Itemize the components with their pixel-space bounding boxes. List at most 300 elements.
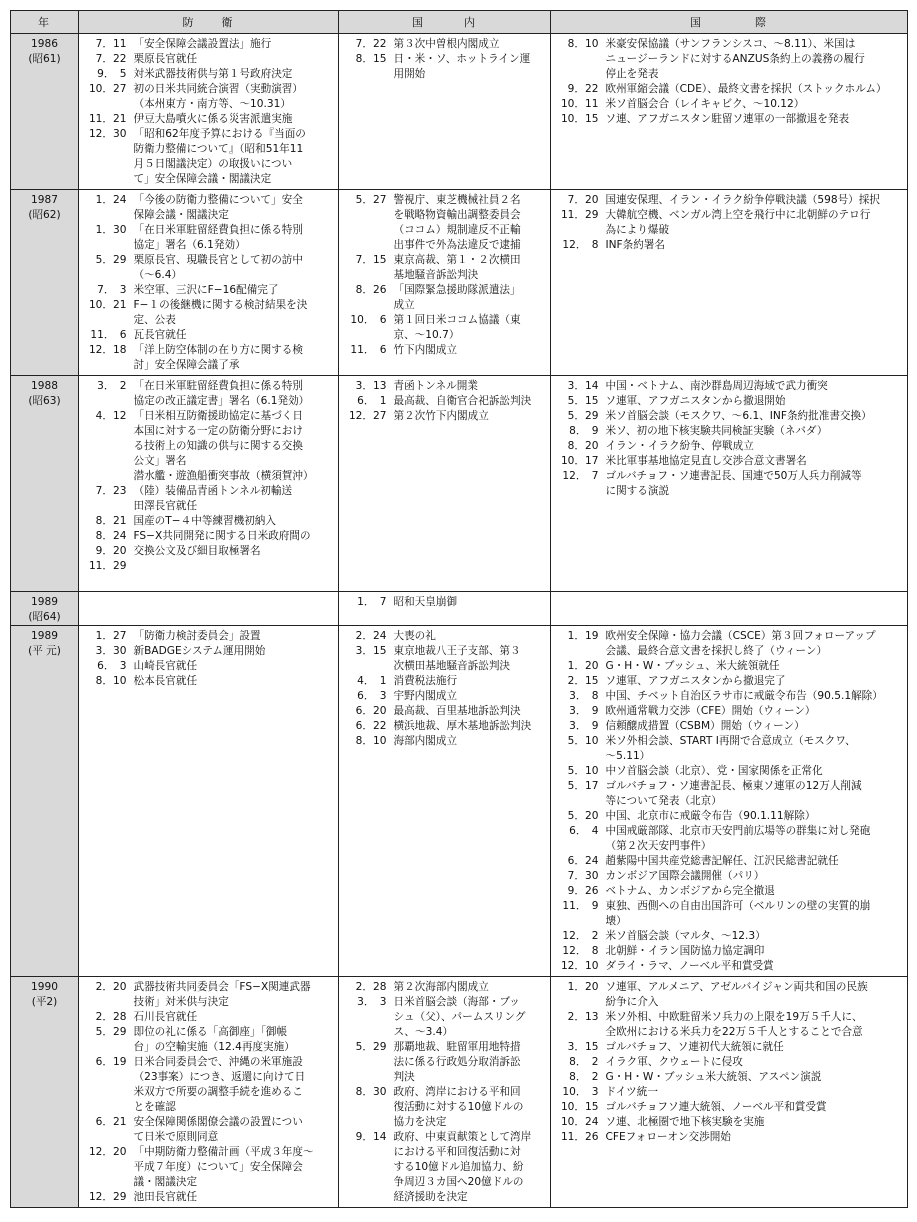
international-events-cell-line: 米ソ首脳会合（レイキャビク、〜10.12）	[605, 98, 805, 110]
international-events-cell-line: 欧州安全保障・協力会議（CSCE）第３回フォローアップ	[605, 630, 876, 642]
international-dates-cell-line	[551, 1025, 603, 1040]
year-label: (昭61)	[28, 53, 61, 65]
domestic-dates-cell	[339, 376, 391, 592]
domestic-events-cell-line: 第１回日米ココム協議（東	[393, 314, 521, 326]
header-domestic: 国 内	[339, 11, 551, 34]
defense-events-cell-line: 本国に対する一定の防衛分野におけ	[133, 425, 303, 437]
domestic-dates-cell-line: 2．24	[355, 630, 387, 642]
international-dates-cell-line: 8． 2	[569, 1071, 599, 1083]
domestic-dates-cell-line: 6． 1	[357, 395, 387, 407]
international-dates-cell-line	[551, 52, 603, 67]
domestic-events-cell-line: 政府、湾岸における平和回	[393, 1086, 521, 1098]
international-events-cell-line: 米ソ、初の地下核実験共同検証実験（ネバダ）	[605, 425, 828, 437]
defense-events-cell-line: 国産のT−４中等練習機初納入	[133, 515, 276, 527]
international-dates-cell-line: 2．15	[567, 675, 599, 687]
domestic-dates-cell	[339, 190, 391, 376]
domestic-events-cell-line: シュ（父）、パームスリング	[393, 1011, 526, 1023]
defense-dates-cell-line	[79, 499, 131, 514]
defense-events-cell-line: 栗原長官、現職長官として初の訪中	[133, 254, 303, 266]
domestic-events-cell-line: 警視庁、東芝機械社員２名	[393, 194, 521, 206]
defense-events-cell-line: 協定」署名（6.1発効）	[133, 239, 246, 251]
domestic-dates-cell	[339, 626, 391, 977]
domestic-dates-cell-line: 3． 3	[357, 996, 387, 1008]
year-label: (平2)	[31, 996, 58, 1008]
domestic-dates-cell-line: 5．29	[355, 1041, 387, 1053]
international-events-cell-line: 国連安保理、イラン・イラク紛争停戦決議（598号）採択	[605, 194, 880, 206]
defense-events-cell-line: 新BADGEシステム運用開始	[133, 645, 266, 657]
international-dates-cell-line: 1．20	[567, 660, 599, 672]
international-events-cell-line: 米豪安保協議（サンフランシスコ、〜8.11）、米国は	[605, 38, 856, 50]
defense-events-cell-line: （23事案）につき、返還に向けて日	[133, 1071, 306, 1083]
domestic-dates-cell-line: 12．27	[348, 410, 387, 422]
defense-events-cell-line: 月５日閣議決定）の取扱いについ	[133, 158, 293, 170]
international-dates-cell-line: 12．10	[560, 960, 599, 972]
chronology-table-container	[10, 10, 907, 1208]
year-label: (昭63)	[28, 395, 61, 407]
domestic-dates-cell-line: 4． 1	[357, 675, 387, 687]
defense-events-cell-line: 台」の空輸実施（12.4再度実施）	[133, 1041, 295, 1053]
defense-dates-cell-line: 11． 6	[90, 329, 127, 341]
domestic-dates-cell-line	[339, 1145, 391, 1160]
international-dates-cell	[551, 190, 603, 376]
defense-dates-cell-line: 1．24	[95, 194, 127, 206]
domestic-events-cell-line: 昭和天皇崩御	[393, 596, 458, 608]
defense-events-cell-line: 伊豆大島噴火に係る災害派遣実施	[133, 113, 293, 125]
international-dates-cell-line: 3． 9	[569, 720, 599, 732]
domestic-dates-cell-line: 8．10	[355, 735, 387, 747]
international-dates-cell-line: 12． 7	[562, 470, 599, 482]
domestic-dates-cell-line	[339, 1175, 391, 1190]
defense-dates-cell-line: 6．21	[95, 1116, 127, 1128]
year-cell	[11, 592, 79, 626]
defense-events-cell-line: 「日米相互防衛援助協定に基づく日	[133, 410, 303, 422]
domestic-events-cell-line: 第２次海部内閣成立	[393, 981, 489, 993]
international-dates-cell-line	[551, 749, 603, 764]
defense-events-cell-line: 技術」対米供与決定	[133, 996, 229, 1008]
defense-dates-cell-line	[79, 97, 131, 112]
defense-dates-cell-line	[79, 268, 131, 283]
defense-events-cell-line: 瓦長官就任	[133, 329, 187, 341]
domestic-events-cell-line: 復活動に対する10億ドルの	[393, 1101, 524, 1113]
year-cell	[11, 376, 79, 592]
domestic-events-cell-line: 経済援助を決定	[393, 1191, 468, 1203]
domestic-dates-cell-line	[339, 1055, 391, 1070]
international-events-cell-line: 中国・ベトナム、南沙群島周辺海域で武力衝突	[605, 380, 828, 392]
year-label: 1989	[31, 596, 58, 608]
defense-dates-cell-line: 2．28	[95, 1011, 127, 1023]
international-dates-cell-line: 11． 9	[562, 900, 599, 912]
defense-dates-cell-line	[79, 1130, 131, 1145]
domestic-dates-cell-line: 6．20	[355, 705, 387, 717]
domestic-dates-cell-line: 5．27	[355, 194, 387, 206]
defense-dates-cell-line: 1．30	[95, 224, 127, 236]
defense-dates-cell-line	[79, 1040, 131, 1055]
chronology-table	[10, 10, 908, 1208]
defense-dates-cell-line: 12．20	[88, 1146, 127, 1158]
defense-dates-cell-line	[79, 358, 131, 373]
defense-dates-cell	[79, 376, 131, 592]
defense-events-cell-line: 「洋上防空体制の在り方に関する検	[133, 344, 303, 356]
domestic-events-cell-line: 基地騒音訴訟判決	[393, 269, 479, 281]
year-cell	[11, 626, 79, 977]
defense-events-cell-line: 米空軍、三沢にF−16配備完了	[133, 284, 279, 296]
domestic-events-cell-line: 東京地裁八王子支部、第３	[393, 645, 521, 657]
international-events-cell-line: 〜5.11）	[605, 750, 651, 762]
international-dates-cell-line: 12． 8	[562, 239, 599, 251]
domestic-dates-cell-line	[339, 1190, 391, 1205]
defense-dates-cell-line: 8．24	[95, 530, 127, 542]
international-events-cell-line: CFEフォローオン交渉開始	[605, 1131, 731, 1143]
defense-events-cell-line: 「今後の防衛力整備について」安全	[133, 194, 303, 206]
international-events-cell-line: INF条約署名	[605, 239, 666, 251]
domestic-dates-cell-line	[339, 1025, 391, 1040]
domestic-dates-cell-line	[339, 223, 391, 238]
international-events-cell-line: ソ連軍、アルメニア、アゼルバイジャン両共和国の民族	[605, 981, 868, 993]
defense-events-cell-line: る技術上の知識の供与に関する交換	[133, 440, 303, 452]
domestic-events-cell-line: ス、〜3.4）	[393, 1026, 454, 1038]
domestic-events-cell-line: 海部内閣成立	[393, 735, 458, 747]
domestic-events-cell-line: 用開始	[393, 68, 426, 80]
defense-dates-cell-line: 8．21	[95, 515, 127, 527]
header-defense: 防 衛	[79, 11, 339, 34]
defense-dates-cell-line: 5．29	[95, 1026, 127, 1038]
defense-dates-cell-line	[79, 454, 131, 469]
domestic-events-cell-line: 宇野内閣成立	[393, 690, 458, 702]
international-dates-cell-line: 1．19	[567, 630, 599, 642]
defense-events-cell-line: FS−X共同開発に関する日米政府間の	[133, 530, 311, 542]
international-events-cell-line: ソ連軍、アフガニスタンから撤退完了	[605, 675, 786, 687]
domestic-events-cell-line: 政府、中東貢献策として湾岸	[393, 1131, 532, 1143]
defense-events-cell-line: 定、公表	[133, 314, 176, 326]
international-events-cell-line: G・H・W・ブッシュ米大統領、アスペン演説	[605, 1071, 822, 1083]
international-dates-cell-line: 8．20	[567, 440, 599, 452]
domestic-events-cell-line: （ココム）規制違反不正輸	[393, 224, 521, 236]
international-events-cell-line: 壊）	[605, 915, 627, 927]
international-events-cell-line: 停止を発表	[605, 68, 659, 80]
international-events-cell-line: に関する演説	[605, 485, 670, 497]
domestic-events-cell-line: 大喪の礼	[393, 630, 436, 642]
defense-events-cell-line: F−１の後継機に関する検討結果を決	[133, 299, 308, 311]
domestic-events-cell-line: を戦略物資輸出調整委員会	[393, 209, 521, 221]
defense-events-cell	[131, 977, 339, 1208]
domestic-dates-cell-line: 9．14	[355, 1131, 387, 1143]
international-dates-cell-line: 2．13	[567, 1011, 599, 1023]
international-events-cell	[603, 376, 908, 592]
international-events-cell-line: ゴルバチョフ・ソ連書記長、国連で50万人兵力削減等	[605, 470, 862, 482]
international-dates-cell-line: 10．11	[560, 98, 599, 110]
domestic-events-cell-line: 東京高裁、第１・２次横田	[393, 254, 521, 266]
defense-events-cell-line: 「在日米軍駐留経費負担に係る特別	[133, 380, 303, 392]
year-cell	[11, 34, 79, 190]
international-dates-cell-line	[551, 67, 603, 82]
domestic-dates-cell-line	[339, 67, 391, 82]
defense-events-cell	[131, 376, 339, 592]
domestic-dates-cell-line	[339, 1100, 391, 1115]
international-dates-cell	[551, 376, 603, 592]
table-row	[11, 592, 908, 626]
defense-events-cell	[131, 626, 339, 977]
defense-dates-cell-line: 11．21	[88, 113, 127, 125]
defense-events-cell-line: 武器技術共同委員会「FS−X関連武器	[133, 981, 311, 993]
domestic-dates-cell-line: 3．13	[355, 380, 387, 392]
year-label: (昭64)	[28, 611, 61, 623]
international-events-cell-line: ソ連軍、アフガニスタンから撤退開始	[605, 395, 786, 407]
international-dates-cell-line: 7．30	[567, 870, 599, 882]
international-events-cell-line: 米ソ首脳会談（マルタ、〜12.3）	[605, 930, 766, 942]
international-events-cell-line: 趙紫陽中国共産党総書記解任、江沢民総書記就任	[605, 855, 839, 867]
defense-dates-cell-line	[79, 394, 131, 409]
defense-dates-cell-line	[79, 1175, 131, 1190]
defense-events-cell-line: 即位の礼に係る「高御座」「御帳	[133, 1026, 288, 1038]
defense-dates-cell-line	[79, 469, 131, 484]
domestic-events-cell-line: する10億ドル追加協力、紛	[393, 1161, 524, 1173]
international-events-cell-line: 会議、最終合意文書を採択し終了（ウィーン）	[605, 645, 828, 657]
defense-dates-cell-line: 3． 2	[97, 380, 127, 392]
international-events-cell-line: 中国戒厳部隊、北京市天安門前広場等の群集に対し発砲	[605, 825, 871, 837]
defense-events-cell-line: （本州東方・南方等、〜10.31）	[133, 98, 291, 110]
defense-events-cell-line: 「防衛力検討委員会」設置	[133, 630, 261, 642]
international-dates-cell-line: 5．20	[567, 810, 599, 822]
table-body	[11, 34, 908, 1208]
domestic-events-cell	[391, 592, 551, 626]
domestic-events-cell-line: 判決	[393, 1071, 415, 1083]
defense-events-cell-line: 「中期防衛力整備計画（平成３年度〜	[133, 1146, 314, 1158]
international-events-cell-line: （第２次天安門事件）	[605, 840, 712, 852]
international-events-cell	[603, 592, 908, 626]
defense-events-cell-line: 協定の改正議定書」署名（6.1発効）	[133, 395, 310, 407]
defense-dates-cell-line: 7．22	[95, 53, 127, 65]
defense-dates-cell	[79, 190, 131, 376]
year-label: 1988	[31, 380, 58, 392]
defense-events-cell-line: 栗原長官就任	[133, 53, 198, 65]
domestic-dates-cell-line: 1． 7	[357, 596, 387, 608]
domestic-events-cell-line: 最高裁、百里基地訴訟判決	[393, 705, 521, 717]
international-events-cell-line: ソ連、アフガニスタン駐留ソ連軍の一部撤退を発表	[605, 113, 850, 125]
defense-dates-cell	[79, 977, 131, 1208]
domestic-events-cell	[391, 190, 551, 376]
international-events-cell-line: 東独、西側への自由出国許可（ベルリンの壁の実質的崩	[605, 900, 871, 912]
defense-dates-cell-line	[79, 424, 131, 439]
year-label: 1989	[31, 630, 58, 642]
international-dates-cell-line: 12． 8	[562, 945, 599, 957]
defense-events-cell-line: とを確認	[133, 1101, 176, 1113]
international-events-cell-line: 北朝鮮・イラン国防協力協定調印	[605, 945, 765, 957]
domestic-dates-cell-line: 6．22	[355, 720, 387, 732]
defense-events-cell-line: 初の日米共同統合演習（実動演習）	[133, 83, 303, 95]
international-dates-cell-line: 7．20	[567, 194, 599, 206]
defense-dates-cell-line: 7．11	[95, 38, 127, 50]
international-dates-cell	[551, 977, 603, 1208]
defense-dates-cell-line: 6．19	[95, 1056, 127, 1068]
table-row	[11, 34, 908, 190]
defense-dates-cell-line: 6． 3	[97, 660, 127, 672]
defense-dates-cell-line: 9． 5	[97, 68, 127, 80]
defense-events-cell-line: て」安全保障会議・閣議決定	[133, 173, 272, 185]
table-row	[11, 977, 908, 1208]
domestic-events-cell-line: 法に係る行政処分取消訴訟	[393, 1056, 521, 1068]
international-events-cell-line: 欧州通常戦力交渉（CFE）開始（ウィーン）	[605, 705, 816, 717]
international-dates-cell-line: 3．15	[567, 1041, 599, 1053]
international-dates-cell-line: 8．10	[567, 38, 599, 50]
international-events-cell	[603, 34, 908, 190]
defense-dates-cell-line	[79, 1070, 131, 1085]
defense-dates-cell-line: 1．27	[95, 630, 127, 642]
domestic-events-cell-line: 第２次竹下内閣成立	[393, 410, 489, 422]
international-events-cell	[603, 626, 908, 977]
international-events-cell-line: ダライ・ラマ、ノーベル平和賞受賞	[605, 960, 774, 972]
international-events-cell	[603, 190, 908, 376]
defense-dates-cell-line: 7． 3	[97, 284, 127, 296]
international-events-cell	[603, 977, 908, 1208]
international-dates-cell-line: 10．24	[560, 1116, 599, 1128]
international-dates-cell-line: 5．10	[567, 765, 599, 777]
defense-dates-cell-line	[79, 172, 131, 187]
international-dates-cell	[551, 626, 603, 977]
international-events-cell-line: ベトナム、カンボジアから完全撤退	[605, 885, 775, 897]
domestic-events-cell-line: 「国際緊急援助隊派遣法」	[393, 284, 521, 296]
domestic-dates-cell-line	[339, 268, 391, 283]
defense-events-cell-line: 平成７年度）について」安全保障会	[133, 1161, 303, 1173]
defense-events-cell-line: 米双方で所要の調整手続を進めるこ	[133, 1086, 303, 1098]
table-row	[11, 190, 908, 376]
domestic-dates-cell-line: 8．15	[355, 53, 387, 65]
defense-events-cell-line: 松本長官就任	[133, 675, 198, 687]
international-events-cell-line: ゴルバチョフ・ソ連書記長、極東ソ連軍の12万人削減	[605, 780, 862, 792]
defense-dates-cell-line: 7．23	[95, 485, 127, 497]
domestic-dates-cell-line: 6． 3	[357, 690, 387, 702]
international-events-cell-line: 中ソ首脳会談（北京）、党・国家関係を正常化	[605, 765, 823, 777]
domestic-events-cell-line: 最高裁、自衛官合祀訴訟判決	[393, 395, 532, 407]
international-dates-cell-line	[551, 223, 603, 238]
international-dates-cell-line: 3． 8	[569, 690, 599, 702]
defense-events-cell-line	[131, 595, 339, 610]
international-dates-cell-line: 11．29	[560, 209, 599, 221]
international-events-cell-line: 米ソ外相、中欧駐留米ソ兵力の上限を19万５千人に、	[605, 1011, 863, 1023]
defense-events-cell-line: （〜6.4）	[133, 269, 183, 281]
international-events-cell-line: ゴルバチョフ、ソ連初代大統領に就任	[605, 1041, 784, 1053]
defense-events-cell	[131, 190, 339, 376]
international-dates-cell-line	[551, 644, 603, 659]
year-label: 1990	[31, 981, 58, 993]
defense-events-cell	[131, 34, 339, 190]
international-events-cell-line: G・H・W・ブッシュ、米大統領就任	[605, 660, 780, 672]
international-events-cell-line: 欧州軍縮会議（CDE）、最終文書を採択（ストックホルム）	[605, 83, 887, 95]
domestic-dates-cell-line	[339, 208, 391, 223]
international-events-cell-line: 等について発表（北京）	[605, 795, 722, 807]
defense-dates-cell-line: 2．20	[95, 981, 127, 993]
domestic-events-cell-line: 協力を決定	[393, 1116, 447, 1128]
international-dates-cell-line: 10．17	[560, 455, 599, 467]
domestic-dates-cell-line	[339, 659, 391, 674]
domestic-events-cell-line: 竹下内閣成立	[393, 344, 458, 356]
defense-dates-cell-line: 12．29	[88, 1191, 127, 1203]
international-events-cell-line: イラン・イラク紛争、停戦成立	[605, 440, 754, 452]
defense-events-cell-line: 「在日米軍駐留経費負担に係る特別	[133, 224, 303, 236]
international-dates-cell-line	[551, 484, 603, 499]
defense-dates-cell-line	[79, 238, 131, 253]
defense-dates-cell	[79, 34, 131, 190]
international-dates-cell-line: 5．29	[567, 410, 599, 422]
header-row	[11, 11, 908, 34]
year-cell	[11, 977, 79, 1208]
domestic-dates-cell-line: 8．26	[355, 284, 387, 296]
domestic-events-cell-line: 日米首脳会談（海部・ブッ	[393, 996, 520, 1008]
domestic-dates-cell-line: 11． 6	[350, 344, 387, 356]
domestic-dates-cell-line	[339, 298, 391, 313]
defense-dates-cell-line: 8．10	[95, 675, 127, 687]
international-events-cell-line: 為により爆破	[605, 224, 670, 236]
international-events-cell-line: 米ソ首脳会談（モスクワ、〜6.1、INF条約批准書交換）	[605, 410, 872, 422]
international-events-cell-line: ソ連、北極圏で地下核実験を実施	[605, 1116, 765, 1128]
defense-events-cell-line: 潜水艦・遊漁船衝突事故（横須賀沖）	[133, 470, 314, 482]
domestic-events-cell-line: 横浜地裁、厚木基地訴訟判決	[393, 720, 532, 732]
international-dates-cell-line: 3．14	[567, 380, 599, 392]
international-events-cell-line: 紛争に介入	[605, 996, 659, 1008]
defense-dates-cell-line	[79, 439, 131, 454]
international-dates-cell-line: 12． 2	[562, 930, 599, 942]
international-dates-cell-line: 1．20	[567, 981, 599, 993]
international-dates-cell-line: 5．15	[567, 395, 599, 407]
international-dates-cell-line	[551, 595, 603, 610]
year-cell	[11, 190, 79, 376]
defense-events-cell-line: 対米武器技術供与第１号政府決定	[133, 68, 293, 80]
domestic-dates-cell-line	[339, 328, 391, 343]
international-dates-cell-line: 8． 9	[569, 425, 599, 437]
international-dates-cell-line	[551, 839, 603, 854]
defense-events-cell-line: 山崎長官就任	[133, 660, 198, 672]
domestic-events-cell	[391, 977, 551, 1208]
international-dates-cell-line: 10． 3	[562, 1086, 599, 1098]
header-year: 年	[11, 11, 79, 34]
domestic-dates-cell-line	[339, 238, 391, 253]
domestic-events-cell-line: 第３次中曽根内閣成立	[393, 38, 500, 50]
domestic-events-cell-line: 争周辺３カ国へ20億ドルの	[393, 1176, 524, 1188]
defense-events-cell-line: 石川長官就任	[133, 1011, 198, 1023]
domestic-events-cell-line: 青函トンネル開業	[393, 380, 478, 392]
defense-events-cell-line: 「安全保障会議設置法」施行	[133, 38, 272, 50]
international-events-cell-line: ニュージーランドに対するANZUS条約上の義務の履行	[605, 53, 865, 65]
international-dates-cell-line	[551, 995, 603, 1010]
domestic-dates-cell-line: 2．28	[355, 981, 387, 993]
defense-dates-cell-line	[79, 1085, 131, 1100]
international-events-cell-line: 中国、北京市に戒厳令布告（90.1.11解除）	[605, 810, 816, 822]
defense-events-cell-line: 交換公文及び細目取極署名	[133, 545, 261, 557]
international-events-cell-line: イラク軍、クウェートに侵攻	[605, 1056, 743, 1068]
defense-dates-cell-line: 10．27	[88, 83, 127, 95]
international-events-cell-line	[603, 595, 908, 610]
domestic-events-cell-line: 那覇地裁、駐留軍用地特措	[393, 1041, 521, 1053]
international-dates-cell	[551, 34, 603, 190]
international-dates-cell-line: 11．26	[560, 1131, 599, 1143]
defense-dates-cell	[79, 592, 131, 626]
domestic-events-cell-line: 次横田基地騒音訴訟判決	[393, 660, 511, 672]
domestic-events-cell-line: 日・米・ソ、ホットライン運	[393, 53, 531, 65]
domestic-events-cell-line: 成立	[393, 299, 415, 311]
international-dates-cell-line	[551, 914, 603, 929]
international-dates-cell-line: 9．26	[567, 885, 599, 897]
international-dates-cell-line: 8． 2	[569, 1056, 599, 1068]
defense-dates-cell-line: 12．18	[88, 344, 127, 356]
international-dates-cell	[551, 592, 603, 626]
international-dates-cell-line: 10．15	[560, 113, 599, 125]
defense-events-cell-line: 討」安全保障会議了承	[133, 359, 240, 371]
defense-dates-cell-line	[79, 595, 131, 610]
domestic-events-cell-line: における平和回復活動に対	[393, 1146, 521, 1158]
defense-events-cell-line: て日米で原則同意	[133, 1131, 219, 1143]
year-label: (平 元)	[28, 645, 61, 657]
domestic-dates-cell-line: 7．15	[355, 254, 387, 266]
international-dates-cell-line: 10．15	[560, 1101, 599, 1113]
